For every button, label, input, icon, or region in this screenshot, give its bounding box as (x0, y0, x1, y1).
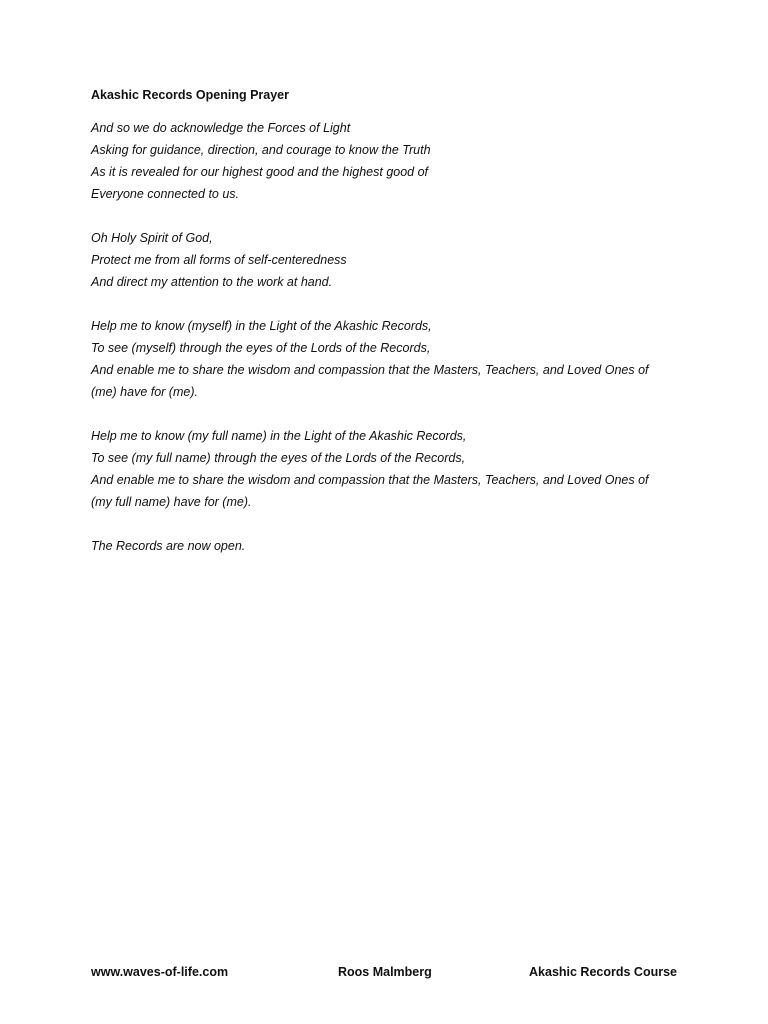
document-title: Akashic Records Opening Prayer (91, 88, 289, 102)
prayer-line: To see (myself) through the eyes of the Lords of the Records, (91, 341, 431, 355)
prayer-line: And so we do acknowledge the Forces of Light (91, 121, 351, 135)
footer-author: Roos Malmberg (338, 965, 432, 979)
prayer-line: Everyone connected to us. (91, 187, 240, 201)
stanza-3 (91, 315, 691, 403)
prayer-line: The Records are now open. (91, 539, 246, 553)
prayer-line: And enable me to share the wisdom and compassion that the Masters, Teachers, and Loved Ones of (91, 473, 649, 487)
prayer-line: To see (my full name) through the eyes of the Lords of the Records, (91, 451, 466, 465)
prayer-line: And direct my attention to the work at hand. (91, 275, 333, 289)
prayer-line: Protect me from all forms of self-centeredness (91, 253, 347, 267)
prayer-line: (me) have for (me). (91, 385, 198, 399)
prayer-line: And enable me to share the wisdom and compassion that the Masters, Teachers, and Loved Ones of (91, 363, 649, 377)
prayer-line: Oh Holy Spirit of God, (91, 231, 213, 245)
prayer-line: (my full name) have for (me). (91, 495, 252, 509)
stanza-1 (91, 117, 691, 205)
footer-website: www.waves-of-life.com (91, 965, 229, 979)
prayer-line: Help me to know (myself) in the Light of the Akashic Records, (91, 319, 432, 333)
prayer-line: As it is revealed for our highest good and the highest good of (91, 165, 429, 179)
stanza-4 (91, 425, 691, 513)
prayer-body (91, 117, 691, 579)
stanza-2 (91, 227, 691, 293)
footer-course: Akashic Records Course (529, 965, 677, 979)
prayer-line: Help me to know (my full name) in the Light of the Akashic Records, (91, 429, 467, 443)
prayer-line: Asking for guidance, direction, and courage to know the Truth (91, 143, 431, 157)
stanza-5 (91, 535, 691, 557)
